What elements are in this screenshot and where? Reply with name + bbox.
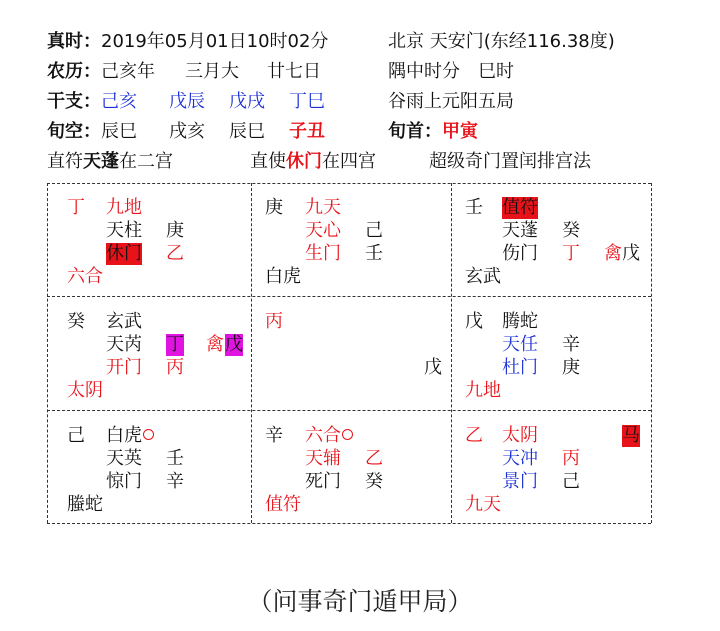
grid-line-col-1 bbox=[251, 183, 252, 523]
grid-line-left bbox=[47, 183, 48, 523]
palace-star: 天蓬 bbox=[502, 220, 538, 241]
ganzhi-year: 己亥 bbox=[101, 91, 137, 112]
palace-door: 杜门 bbox=[502, 357, 538, 378]
palace-bottom-god: 九天 bbox=[465, 494, 501, 515]
palace-door-stem: 丁 bbox=[562, 243, 580, 264]
palace-god: 九天 bbox=[305, 197, 341, 218]
palace-center-stem: 戊 bbox=[424, 357, 442, 378]
zhishi-label: 直使 bbox=[250, 151, 286, 172]
palace-door-stem: 己 bbox=[562, 471, 580, 492]
palace-bottom-god: 白虎 bbox=[265, 266, 301, 287]
palace-god-wrap bbox=[106, 425, 154, 447]
palace-door-stem: 癸 bbox=[365, 471, 383, 492]
header-line-1 bbox=[47, 31, 328, 53]
zhifu-line bbox=[47, 151, 173, 173]
palace-star: 天任 bbox=[502, 334, 538, 355]
grid-line-bottom bbox=[47, 523, 651, 524]
palace-qin-stem: 戊 bbox=[225, 334, 243, 355]
hour-description: 隅中时分 巳时 bbox=[388, 61, 514, 82]
lunar-label: 农历： bbox=[47, 61, 101, 82]
lunar-year: 己亥年 bbox=[101, 61, 155, 82]
palace-star-stem: 乙 bbox=[365, 448, 383, 469]
zhifu-label: 直符 bbox=[47, 151, 83, 172]
palace-god: 九地 bbox=[106, 197, 142, 218]
xunkong-2: 戌亥 bbox=[169, 121, 205, 142]
header-line-4 bbox=[47, 121, 137, 143]
xunkong-label: 旬空： bbox=[47, 121, 101, 142]
palace-bottom-god: 螣蛇 bbox=[67, 494, 103, 515]
lunar-day: 廿七日 bbox=[267, 61, 321, 82]
palace-star: 天冲 bbox=[502, 448, 538, 469]
xunkong-4: 子丑 bbox=[289, 121, 325, 142]
palace-stem: 壬 bbox=[465, 197, 483, 218]
circle-marker-icon bbox=[342, 429, 353, 440]
palace-bottom-god: 值符 bbox=[265, 494, 301, 515]
palace-door: 死门 bbox=[305, 471, 341, 492]
xunshou bbox=[388, 121, 478, 143]
method-label: 超级奇门置闰排宫法 bbox=[429, 151, 591, 172]
palace-star-stem: 己 bbox=[365, 220, 383, 241]
palace-stem: 己 bbox=[67, 425, 85, 446]
zhishi-door: 休门 bbox=[286, 151, 322, 172]
palace-star-stem: 庚 bbox=[166, 220, 184, 241]
palace-god: 六合 bbox=[305, 425, 341, 446]
xunshou-value: 甲寅 bbox=[442, 121, 478, 142]
palace-bottom-god: 九地 bbox=[465, 380, 501, 401]
ganzhi-month: 戊辰 bbox=[169, 91, 205, 112]
palace-god: 太阴 bbox=[502, 425, 538, 446]
palace-star: 天英 bbox=[106, 448, 142, 469]
palace-door-stem: 辛 bbox=[166, 471, 184, 492]
palace-god: 值符 bbox=[502, 197, 538, 218]
palace-stem: 戊 bbox=[465, 311, 483, 332]
true-time-label: 真时： bbox=[47, 31, 101, 52]
palace-door-stem: 丙 bbox=[166, 357, 184, 378]
palace-god: 腾蛇 bbox=[502, 311, 538, 332]
palace-door: 惊门 bbox=[106, 471, 142, 492]
palace-stem: 丙 bbox=[265, 311, 283, 332]
zhishi-palace: 在四宫 bbox=[322, 151, 376, 172]
xunshou-label: 旬首： bbox=[388, 121, 442, 142]
palace-star: 天芮 bbox=[106, 334, 142, 355]
palace-god: 白虎 bbox=[106, 425, 142, 446]
palace-star-stem: 丁 bbox=[166, 334, 184, 355]
ganzhi-day: 戊戌 bbox=[229, 91, 265, 112]
palace-qin-stem: 戊 bbox=[622, 243, 640, 264]
palace-door: 生门 bbox=[305, 243, 341, 264]
palace-star: 天心 bbox=[305, 220, 341, 241]
xunkong-3: 辰巳 bbox=[229, 121, 265, 142]
horse-mark: 马 bbox=[622, 425, 640, 446]
palace-bottom-god: 太阴 bbox=[67, 380, 103, 401]
palace-door-stem: 庚 bbox=[562, 357, 580, 378]
ju-description: 谷雨上元阳五局 bbox=[388, 91, 514, 112]
zhifu-palace: 在二宫 bbox=[119, 151, 173, 172]
lunar-month: 三月大 bbox=[185, 61, 239, 82]
palace-stem: 丁 bbox=[67, 197, 85, 218]
palace-qin: 禽 bbox=[206, 334, 224, 355]
palace-door-stem: 壬 bbox=[365, 243, 383, 264]
grid-line-top bbox=[47, 183, 651, 184]
palace-door: 休门 bbox=[106, 243, 142, 264]
zhifu-star: 天蓬 bbox=[83, 151, 119, 172]
palace-stem: 庚 bbox=[265, 197, 283, 218]
palace-star: 天柱 bbox=[106, 220, 142, 241]
grid-line-col-2 bbox=[451, 183, 452, 523]
palace-star-stem: 壬 bbox=[166, 448, 184, 469]
palace-god-wrap bbox=[305, 425, 353, 447]
location: 北京 天安门(东经116.38度) bbox=[388, 31, 615, 52]
grid-line-row-1 bbox=[47, 296, 651, 297]
grid-line-right bbox=[651, 183, 652, 523]
palace-stem: 辛 bbox=[265, 425, 283, 446]
circle-marker-icon bbox=[143, 429, 154, 440]
palace-stem: 癸 bbox=[67, 311, 85, 332]
header-line-3 bbox=[47, 91, 137, 113]
palace-door: 开门 bbox=[106, 357, 142, 378]
caption: （问事奇门遁甲局） bbox=[247, 587, 473, 616]
grid-line-row-2 bbox=[47, 410, 651, 411]
palace-god: 玄武 bbox=[106, 311, 142, 332]
palace-qin: 禽 bbox=[604, 243, 622, 264]
header-line-2 bbox=[47, 61, 155, 83]
palace-star-stem: 辛 bbox=[562, 334, 580, 355]
zhishi-line bbox=[250, 151, 376, 173]
palace-star-stem: 癸 bbox=[562, 220, 580, 241]
palace-door-stem: 乙 bbox=[166, 243, 184, 264]
ganzhi-hour: 丁巳 bbox=[289, 91, 325, 112]
palace-star: 天辅 bbox=[305, 448, 341, 469]
palace-bottom-god: 玄武 bbox=[465, 266, 501, 287]
xunkong-1: 辰巳 bbox=[101, 121, 137, 142]
palace-door: 景门 bbox=[502, 471, 538, 492]
ganzhi-label: 干支： bbox=[47, 91, 101, 112]
palace-bottom-god: 六合 bbox=[67, 266, 103, 287]
palace-star-stem: 丙 bbox=[562, 448, 580, 469]
true-time-value: 2019年05月01日10时02分 bbox=[101, 31, 329, 52]
palace-stem: 乙 bbox=[465, 425, 483, 446]
palace-door: 伤门 bbox=[502, 243, 538, 264]
